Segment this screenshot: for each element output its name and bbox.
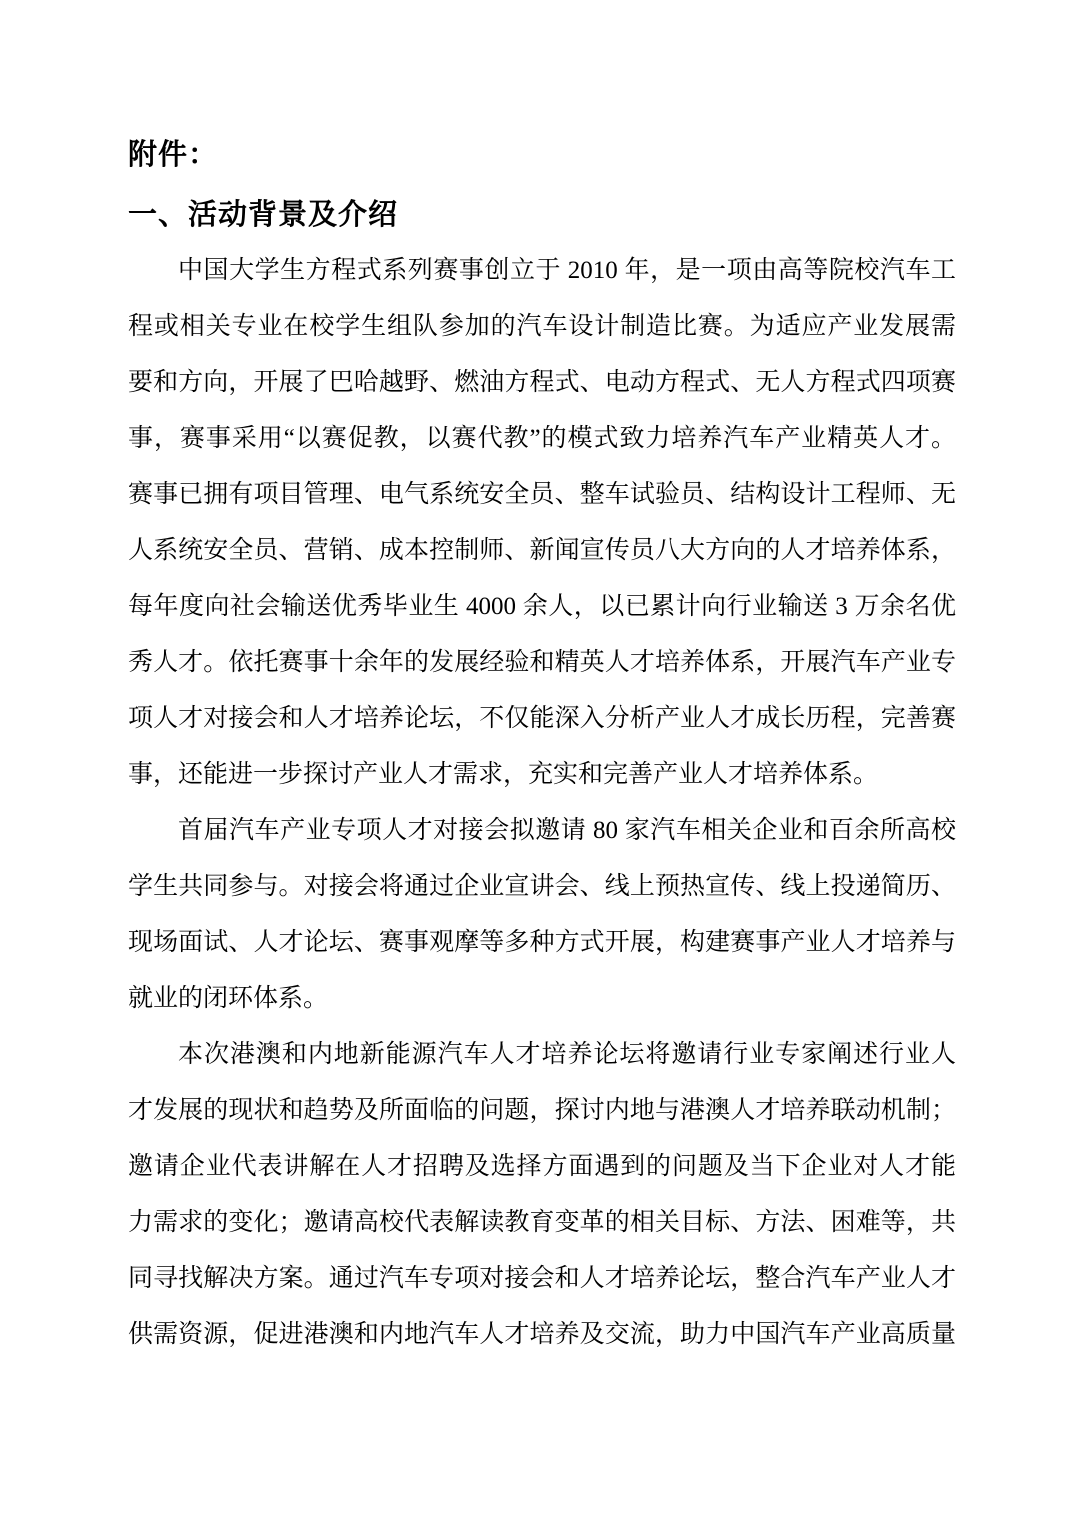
text-line: 首届汽车产业专项人才对接会拟邀请 80 家汽车相关企业和百余所高校 [178, 817, 956, 844]
text-line: 现场面试、人才论坛、赛事观摩等多种方式开展，构建赛事产业人才培养与 [128, 929, 956, 956]
text-line: 同寻找解决方案。通过汽车专项对接会和人才培养论坛，整合汽车产业人才 [128, 1265, 956, 1292]
text-line: 力需求的变化；邀请高校代表解读教育变革的相关目标、方法、困难等，共 [128, 1209, 956, 1236]
text-line: 学生共同参与。对接会将通过企业宣讲会、线上预热宣传、线上投递简历、 [128, 873, 956, 900]
text-line: 供需资源，促进港澳和内地汽车人才培养及交流，助力中国汽车产业高质量 [128, 1321, 956, 1348]
text-line: 赛事已拥有项目管理、电气系统安全员、整车试验员、结构设计工程师、无 [128, 481, 956, 508]
text-line: 项人才对接会和人才培养论坛，不仅能深入分析产业人才成长历程，完善赛 [128, 705, 956, 732]
text-line: 人系统安全员、营销、成本控制师、新闻宣传员八大方向的人才培养体系， [128, 537, 956, 564]
text-line: 事，赛事采用“以赛促教，以赛代教”的模式致力培养汽车产业精英人才。 [128, 425, 956, 452]
text-line: 中国大学生方程式系列赛事创立于 2010 年，是一项由高等院校汽车工 [178, 257, 956, 284]
attachment-label: 附件： [128, 139, 219, 171]
text-line: 才发展的现状和趋势及所面临的问题，探讨内地与港澳人才培养联动机制； [128, 1097, 956, 1124]
text-line: 程或相关专业在校学生组队参加的汽车设计制造比赛。为适应产业发展需 [128, 313, 956, 340]
text-line: 就业的闭环体系。 [128, 985, 329, 1012]
document-body [128, 243, 956, 1363]
section-heading: 一、活动背景及介绍 [128, 199, 399, 231]
text-line: 每年度向社会输送优秀毕业生 4000 余人，以已累计向行业输送 3 万余名优 [128, 593, 956, 620]
text-line: 本次港澳和内地新能源汽车人才培养论坛将邀请行业专家阐述行业人 [178, 1041, 956, 1068]
text-line: 要和方向，开展了巴哈越野、燃油方程式、电动方程式、无人方程式四项赛 [128, 369, 956, 396]
text-line: 邀请企业代表讲解在人才招聘及选择方面遇到的问题及当下企业对人才能 [128, 1153, 956, 1180]
text-line: 事，还能进一步探讨产业人才需求，充实和完善产业人才培养体系。 [128, 761, 879, 788]
text-line: 秀人才。依托赛事十余年的发展经验和精英人才培养体系，开展汽车产业专 [128, 649, 956, 676]
